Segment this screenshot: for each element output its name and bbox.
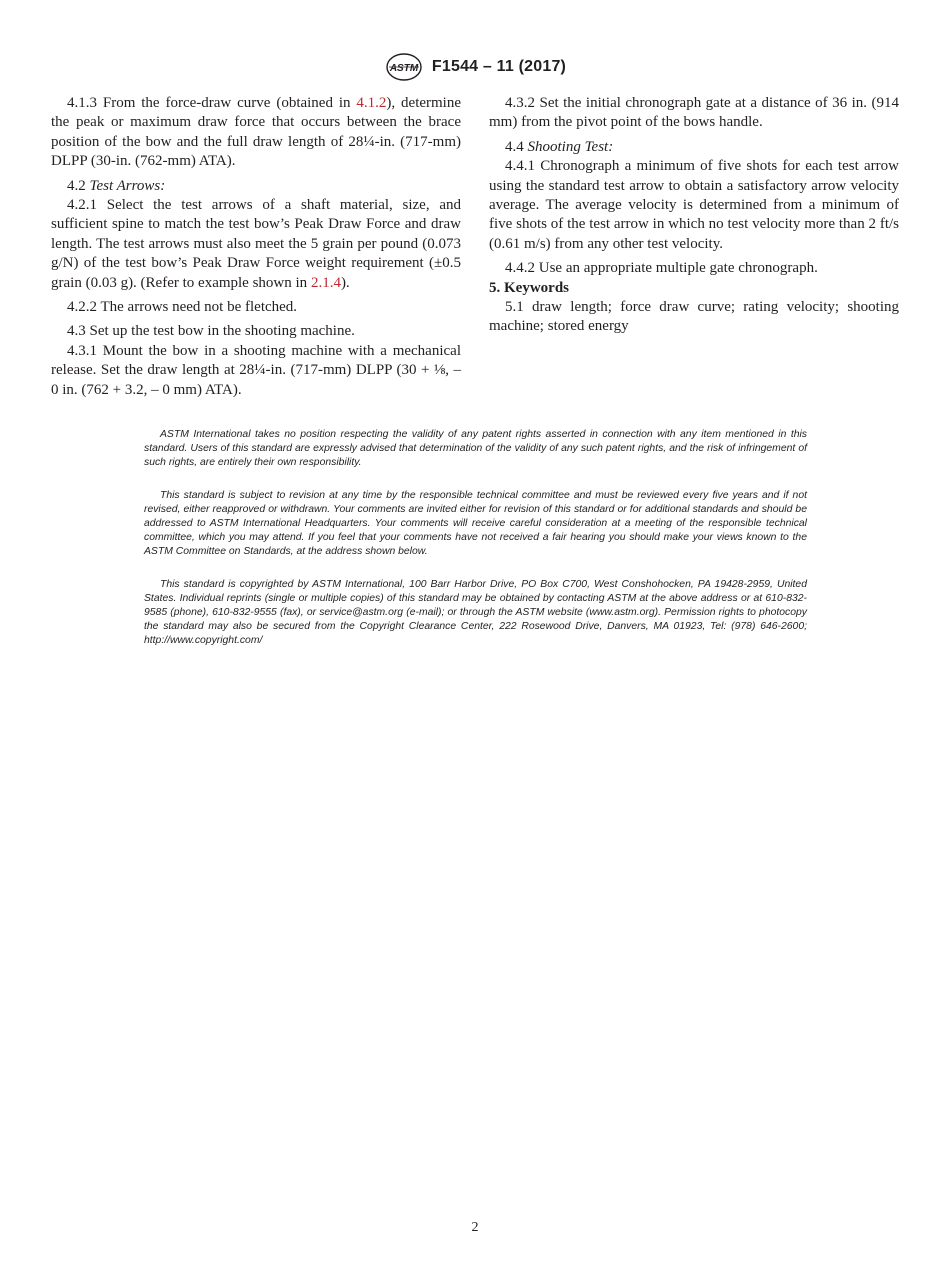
paragraph-4-2-1: 4.2.1 Select the test arrows of a shaft material, size, and sufficient spine to match the test bow’s Peak Draw Force and draw length. The test arrows must also meet the 5 grain per pound (0.073 g/N) of the test bow’s Peak Draw Force weight requirement (±0.5 grain (0.03 g). (Refer to example shown in 2.1.4). [51, 197, 461, 291]
standard-designation: F1544 – 11 (2017) [431, 58, 567, 75]
paragraph-4-3: 4.3 Set up the test bow in the shooting machine. [67, 323, 355, 340]
section-4-2-heading: 4.2 Test Arrows: [67, 177, 166, 194]
section-4-4-heading: 4.4 Shooting Test: [505, 138, 614, 155]
paragraph-4-1-3: 4.1.3 From the force-draw curve (obtained in 4.1.2), determine the peak or maximum draw force that occurs between the brace position of the bow and the full draw length of 28¼-in. (717-mm) DLPP (30-in. (762-mm) ATA). [51, 95, 462, 170]
paragraph-5-1: 5.1 draw length; force draw curve; rating velocity; shooting machine; stored energy [489, 299, 899, 335]
right-column [489, 94, 899, 337]
paragraph-4-4-2: 4.4.2 Use an appropriate multiple gate chronograph. [505, 260, 818, 277]
paragraph-4-4-1: 4.4.1 Chronograph a minimum of five shots for each test arrow using the standard test arrow to obtain a satisfactory arrow velocity average. The average velocity is determined from a minimum of five shots of the test arrow in which no test velocity more than 2 ft/s (0.61 m/s) from any other test velocity. [489, 158, 899, 252]
link-2-1-4[interactable]: 2.1.4 [310, 274, 341, 291]
left-column [51, 94, 461, 400]
revision-notice: This standard is subject to revision at any time by the responsible technical committee and must be reviewed every five years and if not revised, either reapproved or withdrawn. Your comments are invited either for revision of this standard or for additional standards and should be addressed to ASTM International Headquarters. Your comments will receive careful consideration at a meeting of the responsible technical committee, which you may attend. If you feel that your comments have not received a fair hearing you should make your views known to the ASTM Committee on Standards, at the address shown below. [144, 490, 807, 557]
paragraph-4-3-2: 4.3.2 Set the initial chronograph gate at a distance of 36 in. (914 mm) from the pivot point of the bows handle. [489, 95, 899, 131]
astm-logo-icon [384, 52, 424, 82]
paragraph-4-3-1: 4.3.1 Mount the bow in a shooting machine with a mechanical release. Set the draw length at 28¼-in. (717-mm) DLPP (30 + ⅛, – 0 in. (762 + 3.2, – 0 mm) ATA). [51, 342, 461, 398]
svg-text:ASTM: ASTM [389, 63, 419, 74]
page-header [0, 52, 950, 82]
legal-notices [144, 428, 807, 667]
paragraph-4-2-2: 4.2.2 The arrows need not be fletched. [67, 299, 298, 316]
page-number: 2 [471, 1220, 479, 1235]
link-4-1-2[interactable]: 4.1.2 [356, 95, 387, 111]
patent-notice: ASTM International takes no position respecting the validity of any patent rights asserted in connection with any item mentioned in this standard. Users of this standard are expressly advised that determination of the validity of any such patent rights, and the risk of infringement of such rights, are entirely their own responsibility. [144, 429, 807, 468]
keywords-heading: 5. Keywords [489, 279, 569, 296]
copyright-notice: This standard is copyrighted by ASTM International, 100 Barr Harbor Drive, PO Box C700, West Conshohocken, PA 19428-2959, United States. Individual reprints (single or multiple copies) of this standard may be obtained by contacting ASTM at the above address or at 610-832-9585 (phone), 610-832-9555 (fax), or service@astm.org (e-mail); or through the ASTM website (www.astm.org). Permission rights to photocopy the standard may also be secured from the Copyright Clearance Center, 222 Rosewood Drive, Danvers, MA 01923, Tel: (978) 646-2600; http://www.copyright.com/ [144, 579, 807, 646]
